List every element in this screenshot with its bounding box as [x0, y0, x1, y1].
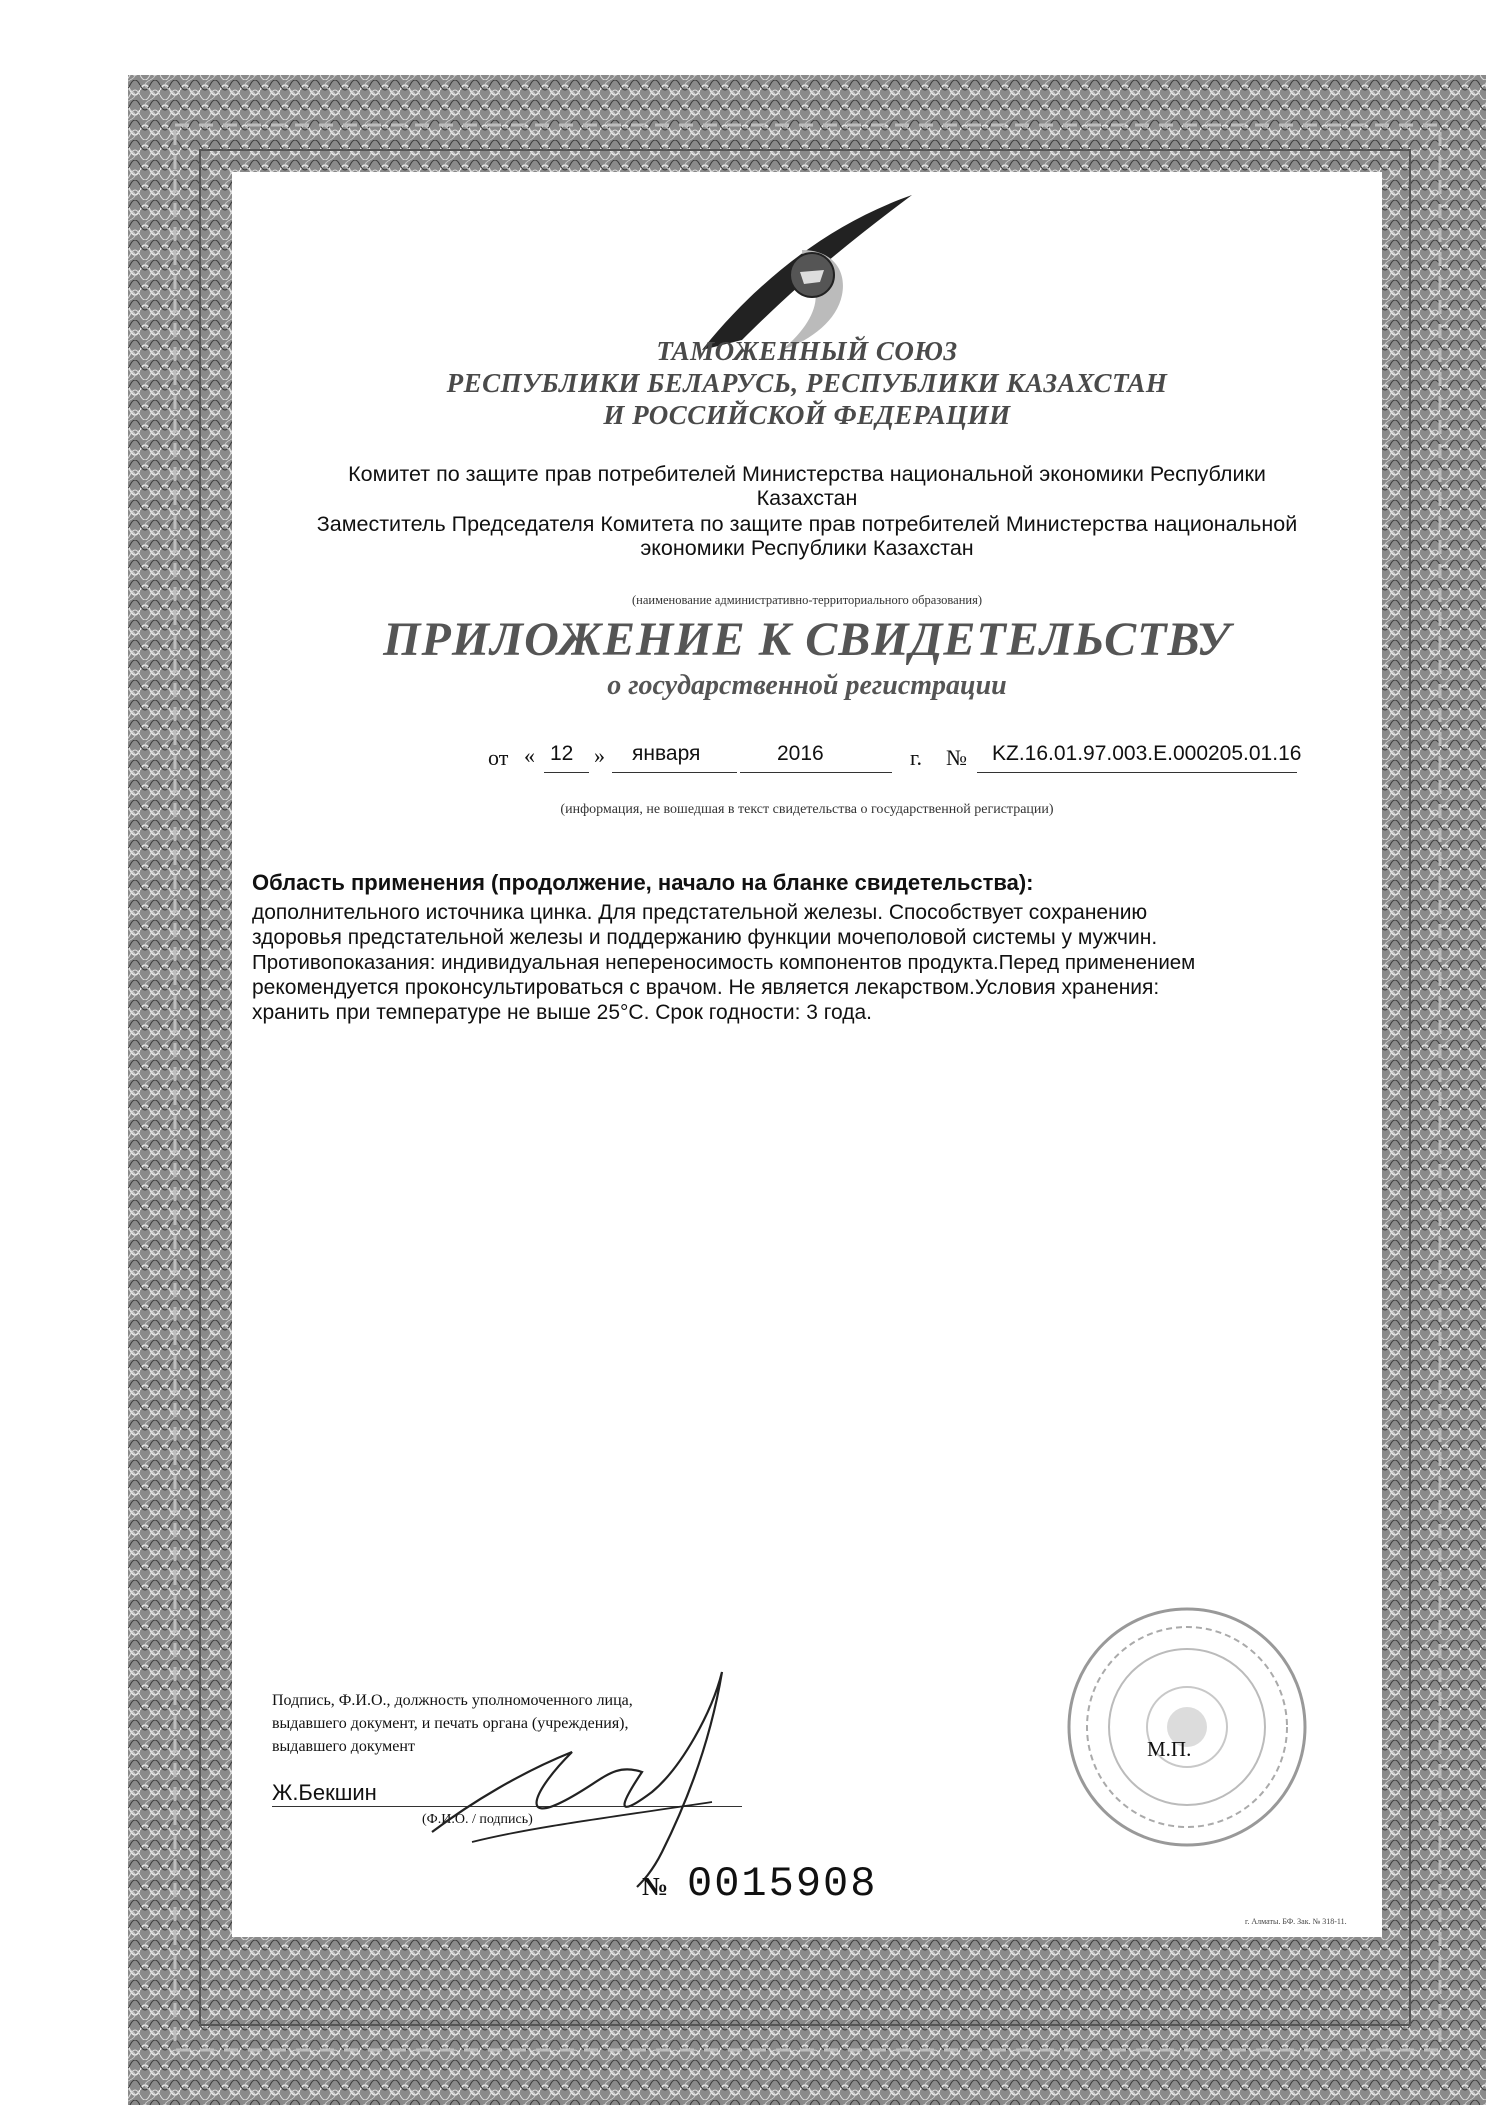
scope-line-4: рекомендуется проконсультироваться с врачом. Не является лекарством.Условия хранения: — [252, 976, 1160, 999]
territory-caption: (наименование административно-территориального образования) — [631, 593, 983, 607]
date-month: января — [632, 742, 701, 765]
registration-number: KZ.16.01.97.003.E.000205.01.16 — [992, 742, 1302, 765]
scope-line-5: хранить при температуре не выше 25°С. Срок годности: 3 года. — [252, 1001, 872, 1024]
document-title: ПРИЛОЖЕНИЕ К СВИДЕТЕЛЬСТВУ — [383, 613, 1231, 666]
scope-line-1: дополнительного источника цинка. Для предстательной железы. Способствует сохранению — [252, 901, 1148, 924]
quote-close: » — [594, 743, 605, 768]
handwritten-signature — [412, 1652, 732, 1892]
scope-line-2: здоровья предстательной железы и поддержанию функции мочеполовой системы у мужчин. — [252, 926, 1158, 949]
quote-open: « — [524, 743, 535, 768]
union-title-line-2: РЕСПУБЛИКИ БЕЛАРУСЬ, РЕСПУБЛИКИ КАЗАХСТАН — [446, 368, 1168, 398]
print-info: г. Алматы. БФ. Зак. № 318-11. — [1245, 1917, 1347, 1926]
committee-line-3: Заместитель Председателя Комитета по защите прав потребителей Министерства национальной — [316, 512, 1298, 536]
date-year: 2016 — [777, 742, 824, 765]
fio-caption: (Ф.И.О. / подпись) — [422, 1812, 533, 1827]
scope-line-3: Противопоказания: индивидуальная непереносимость компонентов продукта.Перед применением — [252, 951, 1196, 974]
signature-caption-1: Подпись, Ф.И.О., должность уполномоченного лица, — [272, 1692, 633, 1709]
form-number-label: № — [642, 1872, 669, 1901]
committee-line-2: Казахстан — [756, 486, 858, 510]
signature-caption-3: выдавшего документ — [272, 1738, 415, 1755]
form-number-value: 0015908 — [687, 1860, 878, 1908]
signature-caption-2: выдавшего документ, и печать органа (учреждения), — [272, 1715, 629, 1732]
union-title-line-3: И РОССИЙСКОЙ ФЕДЕРАЦИИ — [603, 400, 1011, 430]
union-title-line-1: ТАМОЖЕННЫЙ СОЮЗ — [656, 336, 958, 366]
stamp-place-label: М.П. — [1147, 1737, 1192, 1761]
signer-name: Ж.Бекшин — [272, 1780, 377, 1805]
document-subtitle: о государственной регистрации — [607, 670, 1007, 701]
certificate-body — [232, 172, 1382, 1937]
year-suffix: г. — [910, 745, 923, 770]
info-caption: (информация, не вошедшая в текст свидетельства о государственной регистрации) — [560, 802, 1054, 817]
date-day: 12 — [550, 742, 574, 765]
committee-line-4: экономики Республики Казахстан — [640, 536, 974, 560]
scope-heading: Область применения (продолжение, начало на бланке свидетельства): — [252, 870, 1034, 895]
date-prefix: от — [488, 745, 509, 770]
official-stamp — [1062, 1602, 1312, 1852]
committee-line-1: Комитет по защите прав потребителей Министерства национальной экономики Республики — [348, 462, 1266, 486]
number-label: № — [946, 745, 967, 770]
